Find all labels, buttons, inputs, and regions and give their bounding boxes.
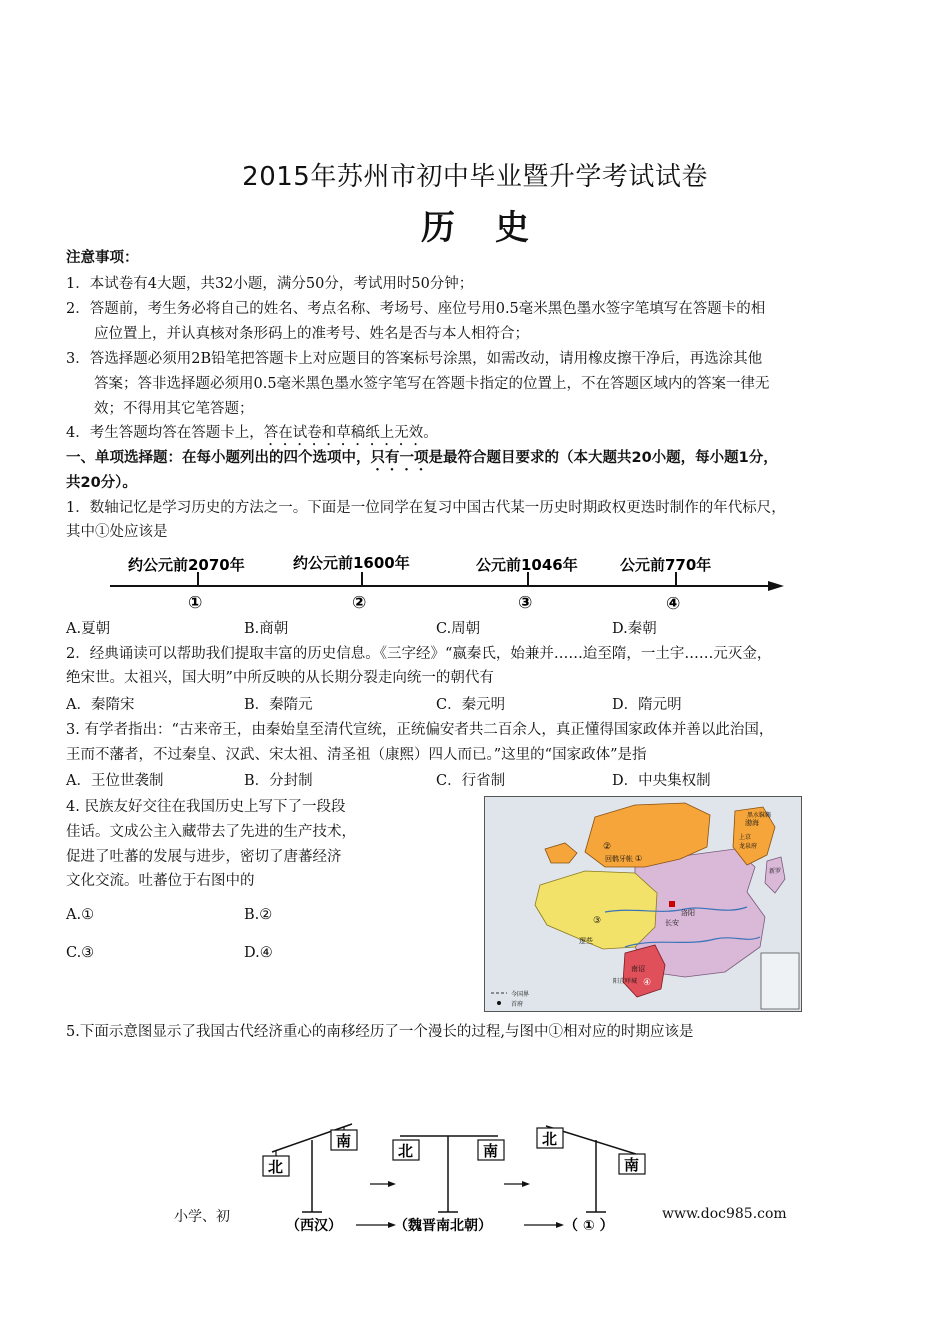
q1-option-b: B.商朝 bbox=[244, 621, 289, 637]
footer-right: www.doc985.com bbox=[662, 1206, 787, 1222]
q1-option-c: C.周朝 bbox=[436, 621, 481, 637]
timeline-mark-2: ② bbox=[352, 593, 367, 613]
map-label-changan: 长安 bbox=[665, 919, 679, 927]
scale2-north-label: 北 bbox=[398, 1142, 414, 1160]
q4-option-c: C.③ bbox=[66, 945, 95, 961]
map-label-3: ③ bbox=[593, 916, 602, 926]
q3-option-b: B．分封制 bbox=[244, 773, 313, 789]
scale2-south-label: 南 bbox=[483, 1142, 499, 1160]
timeline-label-2: 约公元前1600年 bbox=[293, 554, 410, 572]
map-label-1: ① bbox=[635, 854, 643, 863]
timeline-label-1: 约公元前2070年 bbox=[128, 556, 245, 574]
timeline-mark-3: ③ bbox=[518, 593, 533, 613]
notes-item-4-pre: 4．考生答题均答在答题卡上， bbox=[66, 425, 264, 441]
q1-option-a: A.夏朝 bbox=[66, 621, 111, 637]
section1-heading-pre: 一、单项选择题：在每小题列出的四个选项中， bbox=[66, 450, 371, 466]
map-legend-capital-dot bbox=[497, 1001, 501, 1005]
q2-stem-line1: 2．经典诵读可以帮助我们提取丰富的历史信息。《三字经》“嬴秦氏，始兼并……迨至隋，一土宇……元灭金， bbox=[66, 646, 772, 662]
map-label-nanzhao: 南诏 bbox=[631, 965, 645, 973]
scale3-south-label: 南 bbox=[624, 1156, 640, 1174]
exam-title: 2015年苏州市初中毕业暨升学考试试卷 bbox=[242, 162, 708, 192]
notes-item-1: 1．本试卷有4大题，共32小题，满分50分，考试用时50分钟； bbox=[66, 276, 474, 292]
q1-stem-line2: 其中①处应该是 bbox=[66, 524, 168, 540]
scale-period-1 bbox=[537, 1126, 645, 1212]
map-label-luoxie: 逻些 bbox=[579, 937, 593, 945]
q2-option-d: D．隋元明 bbox=[612, 697, 682, 713]
section1-heading-post: 是最符合题目要求的（本大题共20小题，每小题1分， bbox=[428, 450, 778, 466]
map-label-2: ② bbox=[603, 842, 612, 852]
q1-timeline bbox=[100, 550, 800, 616]
q5-arrow-1-head bbox=[388, 1181, 396, 1187]
q4-stem-line2: 佳话。文成公主入藏带去了先进的生产技术， bbox=[66, 824, 356, 840]
exam-subject: 历史 bbox=[421, 208, 569, 248]
notes-item-4-emphasis: 答在试卷和草稿纸上无效 bbox=[263, 425, 424, 441]
notes-item-3: 3．答选择题必须用2B铅笔把答题卡上对应题目的答案标号涂黑，如需改动，请用橡皮擦干净后，再选涂其他 bbox=[66, 351, 763, 367]
q4-stem-line4: 文化交流。吐蕃位于右图中的 bbox=[66, 873, 255, 889]
q4-map bbox=[484, 796, 802, 1012]
q5-period-arrow-2-head bbox=[556, 1222, 564, 1228]
q5-arrow-2-head bbox=[522, 1181, 530, 1187]
q3-option-c: C．行省制 bbox=[436, 773, 506, 789]
q4-stem-line3: 促进了吐蕃的发展与进步，密切了唐蕃经济 bbox=[66, 849, 342, 865]
q1-stem-line1: 1．数轴记忆是学习历史的方法之一。下面是一位同学在复习中国古代某一历史时期政权更迭时制作的年代标尺， bbox=[66, 500, 786, 516]
map-label-yangjumie: 阳苴咩城 bbox=[613, 978, 638, 985]
map-label-heishui: 黑水靺鞨 bbox=[747, 812, 772, 819]
notes-item-4-post: 。 bbox=[423, 425, 438, 441]
map-label-silla: 新罗 bbox=[769, 868, 782, 875]
map-label-4: ④ bbox=[643, 978, 652, 988]
scale-weijin bbox=[393, 1136, 504, 1212]
map-label-bohai: 渤海 bbox=[745, 819, 759, 827]
q5-period-blank: （ ① ） bbox=[564, 1218, 614, 1234]
map-inset bbox=[761, 953, 799, 1009]
notes-item-2: 2．答题前，考生务必将自己的姓名、考点名称、考场号、座位号用0.5毫米黑色墨水签字笔填写在答题卡的相 bbox=[66, 301, 766, 317]
q1-option-d: D.秦朝 bbox=[612, 621, 657, 637]
timeline-label-4: 公元前770年 bbox=[620, 556, 712, 574]
notes-item-3-cont: 答案；答非选择题必须用0.5毫米黑色墨水签字笔写在答题卡指定的位置上，不在答题区域内的答案一律无 bbox=[94, 376, 770, 392]
q4-option-d: D.④ bbox=[244, 945, 273, 961]
map-label-huihu: 回鹘牙帐 bbox=[605, 855, 633, 863]
timeline-arrow bbox=[768, 581, 784, 591]
section1-heading-emphasis: 只有一项 bbox=[370, 450, 429, 466]
timeline-mark-4: ④ bbox=[666, 594, 681, 614]
timeline-mark-1: ① bbox=[188, 593, 203, 613]
map-label-luoyang: 洛阳 bbox=[681, 909, 695, 917]
q2-option-a: A．秦隋宋 bbox=[66, 697, 135, 713]
map-label-longquanfu: 龙泉府 bbox=[739, 843, 758, 850]
q2-option-c: C．秦元明 bbox=[436, 697, 506, 713]
map-capital-marker bbox=[669, 901, 675, 907]
q3-stem-line2: 王而不藩者，不过秦皇、汉武、宋太祖、清圣祖（康熙）四人而已。”这里的“国家政体”是指 bbox=[66, 747, 647, 763]
q2-option-b: B．秦隋元 bbox=[244, 697, 313, 713]
footer-left: 小学、初 bbox=[174, 1209, 230, 1225]
scale1-north-label: 北 bbox=[268, 1158, 284, 1176]
scale3-north-label: 北 bbox=[542, 1130, 558, 1148]
map-legend-border: 今国界 bbox=[511, 991, 530, 998]
notes-item-2-cont: 应位置上，并认真核对条形码上的准考号、姓名是否与本人相符合； bbox=[94, 326, 529, 342]
scale1-south-label: 南 bbox=[336, 1132, 352, 1150]
q5-stem: 5.下面示意图显示了我国古代经济重心的南移经历了一个漫长的过程,与图中①相对应的时期应该是 bbox=[66, 1024, 694, 1040]
q4-stem-line1: 4. 民族友好交往在我国历史上写下了一段段 bbox=[66, 799, 346, 815]
q4-option-a: A.① bbox=[66, 907, 95, 923]
notes-item-4 bbox=[66, 421, 896, 449]
section1-heading-line2: 共20分）。 bbox=[66, 475, 137, 491]
q5-period-weijin: （魏晋南北朝） bbox=[394, 1218, 492, 1234]
map-legend-capital: 首府 bbox=[511, 1001, 524, 1008]
tang-map-svg bbox=[485, 797, 801, 1011]
q2-stem-line2: 绝宋世。太祖兴，国大明”中所反映的从长期分裂走向统一的朝代有 bbox=[66, 670, 494, 686]
timeline-label-3: 公元前1046年 bbox=[476, 556, 578, 574]
q5-period-xihan: （西汉） bbox=[286, 1218, 342, 1234]
q4-option-b: B.② bbox=[244, 907, 273, 923]
map-label-shangjing: 上京 bbox=[739, 834, 752, 841]
notes-item-3-cont2: 效；不得用其它笔答题； bbox=[94, 401, 254, 417]
q3-option-a: A．王位世袭制 bbox=[66, 773, 164, 789]
section1-heading bbox=[66, 446, 896, 474]
scale-xihan bbox=[263, 1124, 357, 1212]
q5-diagram bbox=[250, 1096, 670, 1236]
notes-heading: 注意事项： bbox=[66, 250, 139, 266]
q3-stem-line1: 3. 有学者指出：“古来帝王，由秦始皇至清代宣统，正统偏安者共二百余人，真正懂得国家政体并善以此治国， bbox=[66, 722, 774, 738]
q3-option-d: D．中央集权制 bbox=[612, 773, 711, 789]
